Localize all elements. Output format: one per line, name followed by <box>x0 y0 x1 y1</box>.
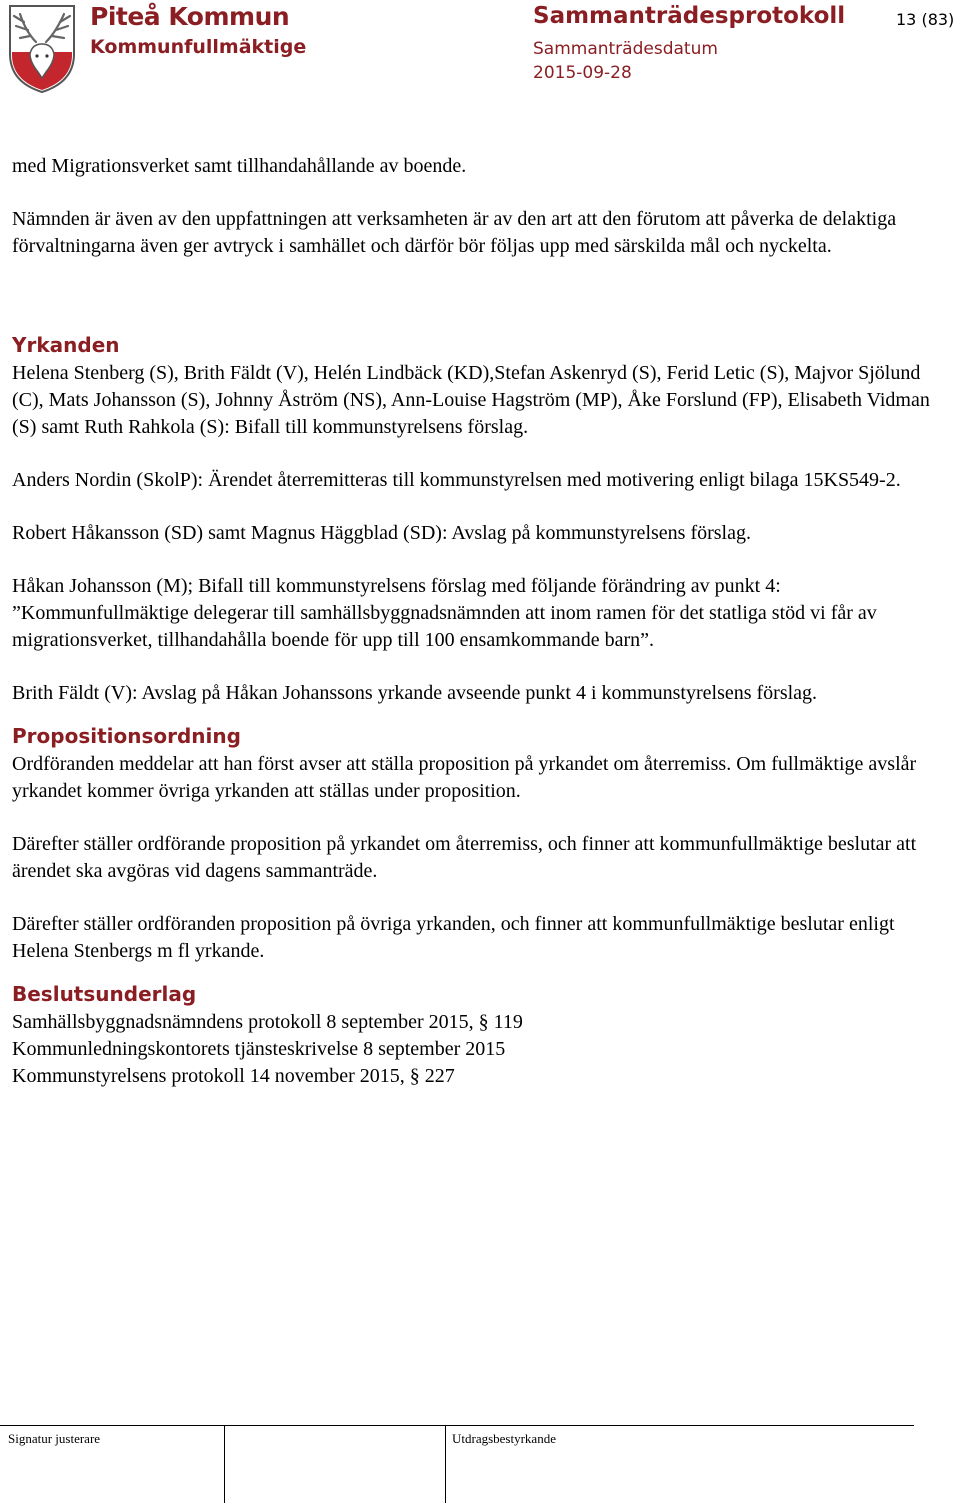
list-item: Samhällsbyggnadsnämndens protokoll 8 september 2015, § 119 <box>12 1011 523 1033</box>
list-item: Kommunstyrelsens protokoll 14 november 2015, § 227 <box>12 1065 455 1087</box>
meeting-date-label: Sammanträdesdatum <box>533 39 718 59</box>
paragraph: Därefter ställer ordförande proposition på yrkandet om återremiss, och finner att kommunfullmäktige beslutar att ärendet ska avgöras vid dagens sammanträde. <box>12 833 917 882</box>
section-heading-propositionsordning: Propositionsordning <box>12 724 241 748</box>
excerpt-label: Utdragsbestyrkande <box>452 1431 556 1446</box>
section-heading-beslutsunderlag: Beslutsunderlag <box>12 982 197 1006</box>
list-item: Kommunledningskontorets tjänsteskrivelse 8 september 2015 <box>12 1038 506 1060</box>
footer-column-divider <box>224 1425 225 1503</box>
document-body <box>12 153 942 1090</box>
paragraph: Anders Nordin (SkolP): Ärendet återremitteras till kommunstyrelsen med motivering enligt bilaga 15KS549-2. <box>12 469 901 491</box>
paragraph: Ordföranden meddelar att han först avser att ställa proposition på yrkandet om återremiss. Om fullmäktige avslår yrkandet kommer övriga yrkanden att ställas under proposition. <box>12 753 917 802</box>
footer-column-divider <box>445 1425 446 1503</box>
page-footer <box>0 1423 960 1503</box>
meeting-date: 2015-09-28 <box>533 63 632 83</box>
page-number: 13 (83) <box>896 10 955 29</box>
document-title: Sammanträdesprotokoll <box>533 3 846 29</box>
org-name: Piteå Kommun <box>90 2 290 31</box>
page-header <box>0 0 960 100</box>
paragraph: Nämnden är även av den uppfattningen att verksamheten är av den art att den förutom att påverka de delaktiga förvaltningarna även ger avtryck i samhället och därför bör följas upp med särskilda mål och nyckelta. <box>12 208 897 257</box>
signature-label: Signatur justerare <box>8 1431 101 1446</box>
org-department: Kommunfullmäktige <box>90 36 307 58</box>
paragraph: Brith Fäldt (V): Avslag på Håkan Johanssons yrkande avseende punkt 4 i kommunstyrelsens förslag. <box>12 682 818 704</box>
footer-divider <box>0 1425 914 1426</box>
paragraph: Helena Stenberg (S), Brith Fäldt (V), Helén Lindbäck (KD),Stefan Askenryd (S), Ferid Letic (S), Majvor Sjölund (C), Mats Johansson (S), Johnny Åström (NS), Ann-Louise Hagström (MP), Åke Forslund (FP), Elisabeth Vidman (S) samt Ruth Rahkola (S): Bifall till kommunstyrelsens förslag. <box>12 362 930 438</box>
paragraph: Håkan Johansson (M); Bifall till kommunstyrelsens förslag med följande förändring av punkt 4: ”Kommunfullmäktige delegerar till samhällsbyggnadsnämnden att inom ramen för det statliga stöd vi får av migrationsverket, tillhandahålla boende för upp till 100 ensamkommande barn”. <box>12 575 877 651</box>
section-heading-yrkanden: Yrkanden <box>12 333 120 357</box>
reindeer-crest-icon <box>6 2 78 94</box>
paragraph: med Migrationsverket samt tillhandahållande av boende. <box>12 155 467 177</box>
paragraph: Därefter ställer ordföranden proposition på övriga yrkanden, och finner att kommunfullmäktige beslutar enligt Helena Stenbergs m fl yrkande. <box>12 913 895 962</box>
paragraph: Robert Håkansson (SD) samt Magnus Häggblad (SD): Avslag på kommunstyrelsens förslag. <box>12 522 751 544</box>
